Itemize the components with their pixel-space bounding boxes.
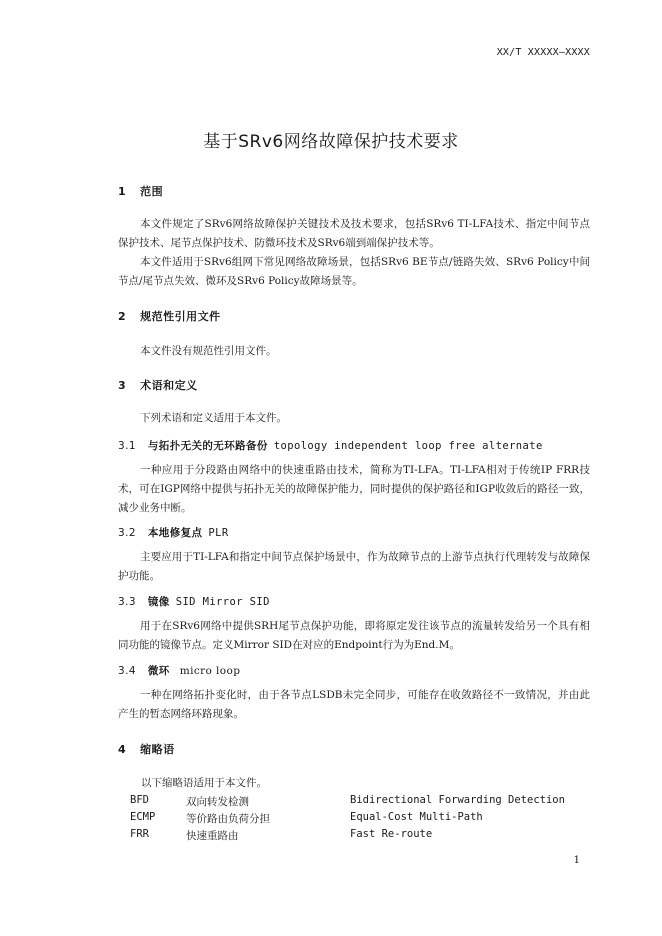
- section-3-heading: [118, 377, 198, 393]
- paragraph: 主要应用于TI-LFA和指定中间节点保护场景中，作为故障节点的上游节点执行代理转发与故障保护功能。: [118, 551, 590, 582]
- paragraph: 一种应用于分段路由网络中的快速重路由技术，简称为TI-LFA。TI-LFA相对于传统IP FRR技术，可在IGP网络中提供与拓扑无关的故障保护能力，同时提供的保护路径和IGP收敛后的路径一致，减少业务中断。: [118, 464, 590, 514]
- section-2-heading: [118, 308, 221, 324]
- abbreviation-row: [130, 794, 590, 811]
- section-number: 1: [118, 185, 127, 198]
- term-number: 3.3: [118, 596, 136, 608]
- abbreviation: BFD: [130, 794, 149, 806]
- term-3-2-heading: [118, 525, 229, 540]
- abbreviation-english: Equal-Cost Multi-Path: [350, 811, 483, 823]
- abbreviation-row: [130, 828, 590, 845]
- term-chinese: 与拓扑无关的无环路备份: [147, 440, 268, 452]
- term-number: 3.2: [118, 527, 136, 539]
- section-title: 术语和定义: [140, 379, 198, 392]
- term-english: SID Mirror SID: [175, 596, 270, 608]
- page-number: 1: [573, 855, 580, 866]
- document-title: 基于SRv6网络故障保护技术要求: [203, 132, 459, 152]
- term-3-4-heading: [118, 663, 240, 678]
- term-chinese: 本地修复点: [147, 527, 203, 539]
- paragraph: 一种在网络拓扑变化时，由于各节点LSDB未完全同步，可能存在收敛路径不一致情况，并由此产生的暂态网络环路现象。: [118, 689, 590, 720]
- section-title: 范围: [140, 185, 164, 198]
- document-code: XX/T XXXXX—XXXX: [496, 47, 590, 58]
- term-english: micro loop: [179, 665, 241, 677]
- term-english: PLR: [208, 527, 229, 539]
- section-title: 缩略语: [140, 743, 175, 756]
- section-number: 3: [118, 379, 127, 392]
- abbreviation-chinese: 快速重路由: [186, 830, 239, 842]
- section-number: 4: [118, 743, 127, 756]
- abbreviation: FRR: [130, 828, 149, 840]
- paragraph: 用于在SRv6网络中提供SRH尾节点保护功能，即将原定发往该节点的流量转发给另一个具有相同功能的镜像节点。定义Mirror SID在对应的Endpoint行为为End.M。: [118, 620, 590, 651]
- abbreviation: ECMP: [130, 811, 156, 823]
- abbreviation-english: Bidirectional Forwarding Detection: [350, 794, 565, 806]
- paragraph: 下列术语和定义适用于本文件。: [140, 412, 287, 424]
- section-1-heading: [118, 183, 163, 199]
- abbreviation-chinese: 等价路由负荷分担: [186, 813, 270, 825]
- term-english: topology independent loop free alternate: [273, 440, 543, 452]
- abbreviation-row: [130, 811, 590, 828]
- term-chinese: 微环: [147, 665, 170, 677]
- section-title: 规范性引用文件: [140, 310, 221, 323]
- term-chinese: 镜像: [147, 596, 170, 608]
- term-number: 3.4: [118, 665, 136, 677]
- term-number: 3.1: [118, 440, 136, 452]
- paragraph: 本文件没有规范性引用文件。: [140, 345, 277, 357]
- paragraph: 本文件适用于SRv6组网下常见网络故障场景，包括SRv6 BE节点/链路失效、SRv6 Policy中间节点/尾节点失效、微环及SRv6 Policy故障场景等。: [118, 256, 590, 287]
- paragraph: 以下缩略语适用于本文件。: [141, 777, 267, 789]
- section-4-heading: [118, 741, 175, 757]
- abbreviation-english: Fast Re-route: [350, 828, 433, 840]
- term-3-3-heading: [118, 594, 270, 609]
- section-number: 2: [118, 310, 127, 323]
- abbreviation-chinese: 双向转发检测: [186, 796, 249, 808]
- term-3-1-heading: [118, 438, 543, 453]
- paragraph: 本文件规定了SRv6网络故障保护关键技术及技术要求，包括SRv6 TI-LFA技术、指定中间节点保护技术、尾节点保护技术、防微环技术及SRv6端到端保护技术等。: [118, 218, 590, 249]
